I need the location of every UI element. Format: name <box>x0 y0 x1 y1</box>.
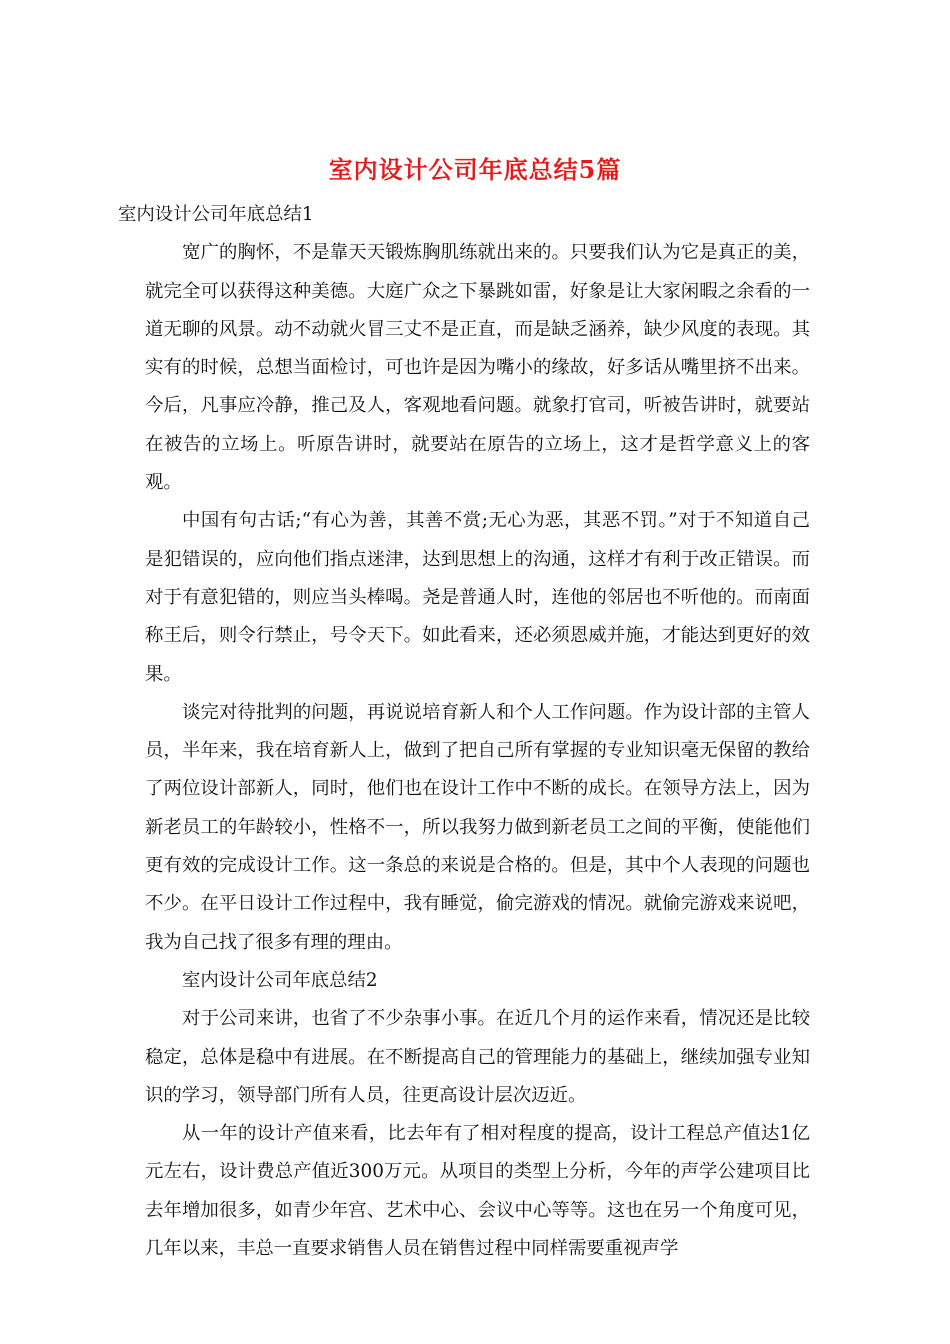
document-body <box>118 196 810 1268</box>
paragraph: 从一年的设计产值来看，比去年有了相对程度的提高，设计工程总产值达1亿元左右，设计费总产值近300万元。从项目的类型上分析，今年的声学公建项目比去年增加很多，如青少年宫、艺术中心、会议中心等等。这也在另一个角度可见，几年以来，丰总一直要求销售人员在销售过程中同样需要重视声学 <box>145 1123 810 1260</box>
document-title: 室内设计公司年底总结5篇 <box>328 155 622 184</box>
section-heading-2: 室内设计公司年底总结2 <box>182 969 378 991</box>
paragraph: 中国有句古话;“有心为善，其善不赏;无心为恶，其恶不罚。”对于不知道自己是犯错误的，应向他们指点迷津，达到思想上的沟通，这样才有利于改正错误。而对于有意犯错的，则应当头棒喝。尧是普通人时，连他的邻居也不听他的。而南面称王后，则令行禁止，号令天下。如此看来，还必须恩威并施，才能达到更好的效果。 <box>145 510 810 685</box>
section-heading-1: 室内设计公司年底总结1 <box>118 204 314 225</box>
paragraph: 对于公司来讲，也省了不少杂事小事。在近几个月的运作来看，情况还是比较稳定，总体是稳中有进展。在不断提高自己的管理能力的基础上，继续加强专业知识的学习，领导部门所有人员，往更高设计层次迈近。 <box>145 1008 810 1106</box>
paragraph: 宽广的胸怀，不是靠天天锻炼胸肌练就出来的。只要我们认为它是真正的美，就完全可以获得这种美德。大庭广众之下暴跳如雷，好象是让大家闲暇之余看的一道无聊的风景。动不动就火冒三丈不是正直，而是缺乏涵养，缺少风度的表现。其实有的时候，总想当面检讨，可也许是因为嘴小的缘故，好多话从嘴里挤不出来。今后，凡事应冷静，推己及人，客观地看问题。就象打官司，听被告讲时，就要站在被告的立场上。听原告讲时，就要站在原告的立场上，这才是哲学意义上的客观。 <box>145 242 810 494</box>
paragraph: 谈完对待批判的问题，再说说培育新人和个人工作问题。作为设计部的主管人员，半年来，我在培育新人上，做到了把自己所有掌握的专业知识毫无保留的教给了两位设计部新人，同时，他们也在设计工作中不断的成长。在领导方法上，因为新老员工的年龄较小，性格不一，所以我努力做到新老员工之间的平衡，使能他们更有效的完成设计工作。这一条总的来说是合格的。但是，其中个人表现的问题也不少。在平日设计工作过程中，我有睡觉，偷完游戏的情况。就偷完游戏来说吧，我为自己找了很多有理的理由。 <box>145 701 810 953</box>
